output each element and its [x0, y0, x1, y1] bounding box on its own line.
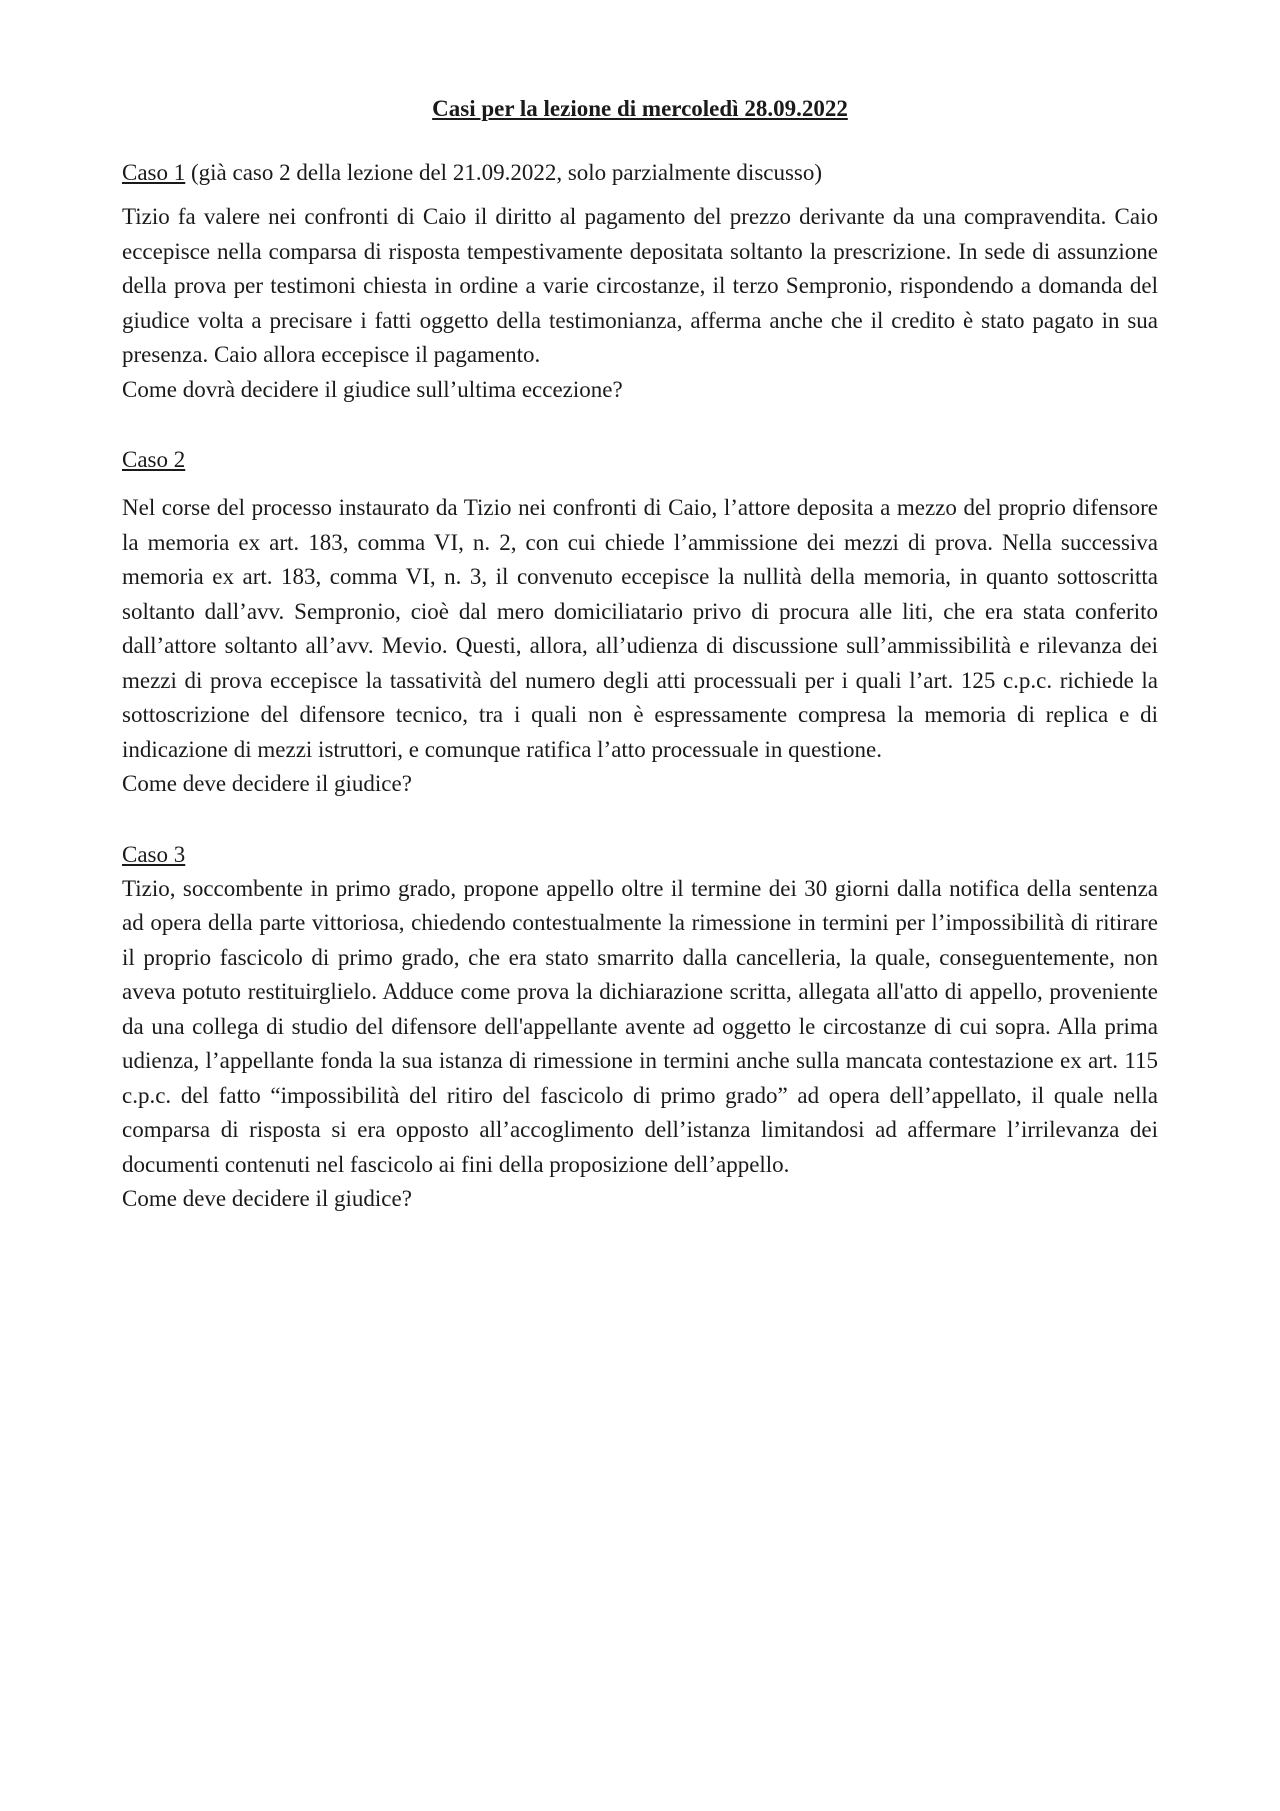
- case-2-heading: [122, 443, 1158, 477]
- case-1-section: [122, 156, 1158, 407]
- case-2-section: [122, 443, 1158, 802]
- case-1-label: Caso 1: [122, 160, 186, 185]
- case-2-body: Nel corse del processo instaurato da Tizio nei confronti di Caio, l’attore deposita a mezzo del proprio difensore la memoria ex art. 183, comma VI, n. 2, con cui chiede l’ammissione dei mezzi di prova. Nella successiva memoria ex art. 183, comma VI, n. 3, il convenuto eccepisce la nullità della memoria, in quanto sottoscritta soltanto dall’avv. Sempronio, cioè dal mero domiciliatario privo di procura alle liti, che era stata conferito dall’attore soltanto all’avv. Mevio. Questi, allora, all’udienza di discussione sull’ammissibilità e rilevanza dei mezzi di prova eccepisce la tassatività del numero degli atti processuali per i quali l’art. 125 c.p.c. richiede la sottoscrizione del difensore tecnico, tra i quali non è espressamente compresa la memoria di replica e di indicazione di mezzi istruttori, e comunque ratifica l’atto processuale in questione.: [122, 495, 1158, 762]
- case-3-heading: [122, 838, 1158, 872]
- case-3-body: Tizio, soccombente in primo grado, propone appello oltre il termine dei 30 giorni dalla notifica della sentenza ad opera della parte vittoriosa, chiedendo contestualmente la rimessione in termini per l’impossibilità di ritirare il proprio fascicolo di primo grado, che era stato smarrito dalla cancelleria, la quale, conseguentemente, non aveva potuto restituirglielo. Adduce come prova la dichiarazione scritta, allegata all'atto di appello, proveniente da una collega di studio del difensore dell'appellante avente ad oggetto le circostanze di cui sopra. Alla prima udienza, l’appellante fonda la sua istanza di rimessione in termini anche sulla mancata contestazione ex art. 115 c.p.c. del fatto “impossibilità del ritiro del fascicolo di primo grado” ad opera dell’appellato, il quale nella comparsa di risposta si era opposto all’accoglimento dell’istanza limitandosi ad affermare l’irrilevanza dei documenti contenuti nel fascicolo ai fini della proposizione dell’appello.: [122, 875, 1158, 1177]
- case-3-section: [122, 838, 1158, 1217]
- case-3-question: Come deve decidere il giudice?: [122, 1186, 412, 1211]
- document-title: Casi per la lezione di mercoledì 28.09.2022: [432, 96, 848, 121]
- case-1-note: (già caso 2 della lezione del 21.09.2022, solo parzialmente discusso): [185, 160, 823, 185]
- document-page: [122, 92, 1158, 1217]
- case-3-label: Caso 3: [122, 841, 186, 867]
- case-1-heading: [122, 156, 1158, 190]
- case-2-question: Come deve decidere il giudice?: [122, 771, 412, 796]
- case-1-question: Come dovrà decidere il giudice sull’ultima eccezione?: [122, 376, 623, 402]
- case-2-label: Caso 2: [122, 447, 186, 472]
- case-1-body: Tizio fa valere nei confronti di Caio il diritto al pagamento del prezzo derivante da una compravendita. Caio eccepisce nella comparsa di risposta tempestivamente depositata soltanto la prescrizione. In sede di assunzione della prova per testimoni chiesta in ordine a varie circostanze, il terzo Sempronio, rispondendo a domanda del giudice volta a precisare i fatti oggetto della testimonianza, afferma anche che il credito è stato pagato in sua presenza. Caio allora eccepisce il pagamento.: [122, 204, 1158, 367]
